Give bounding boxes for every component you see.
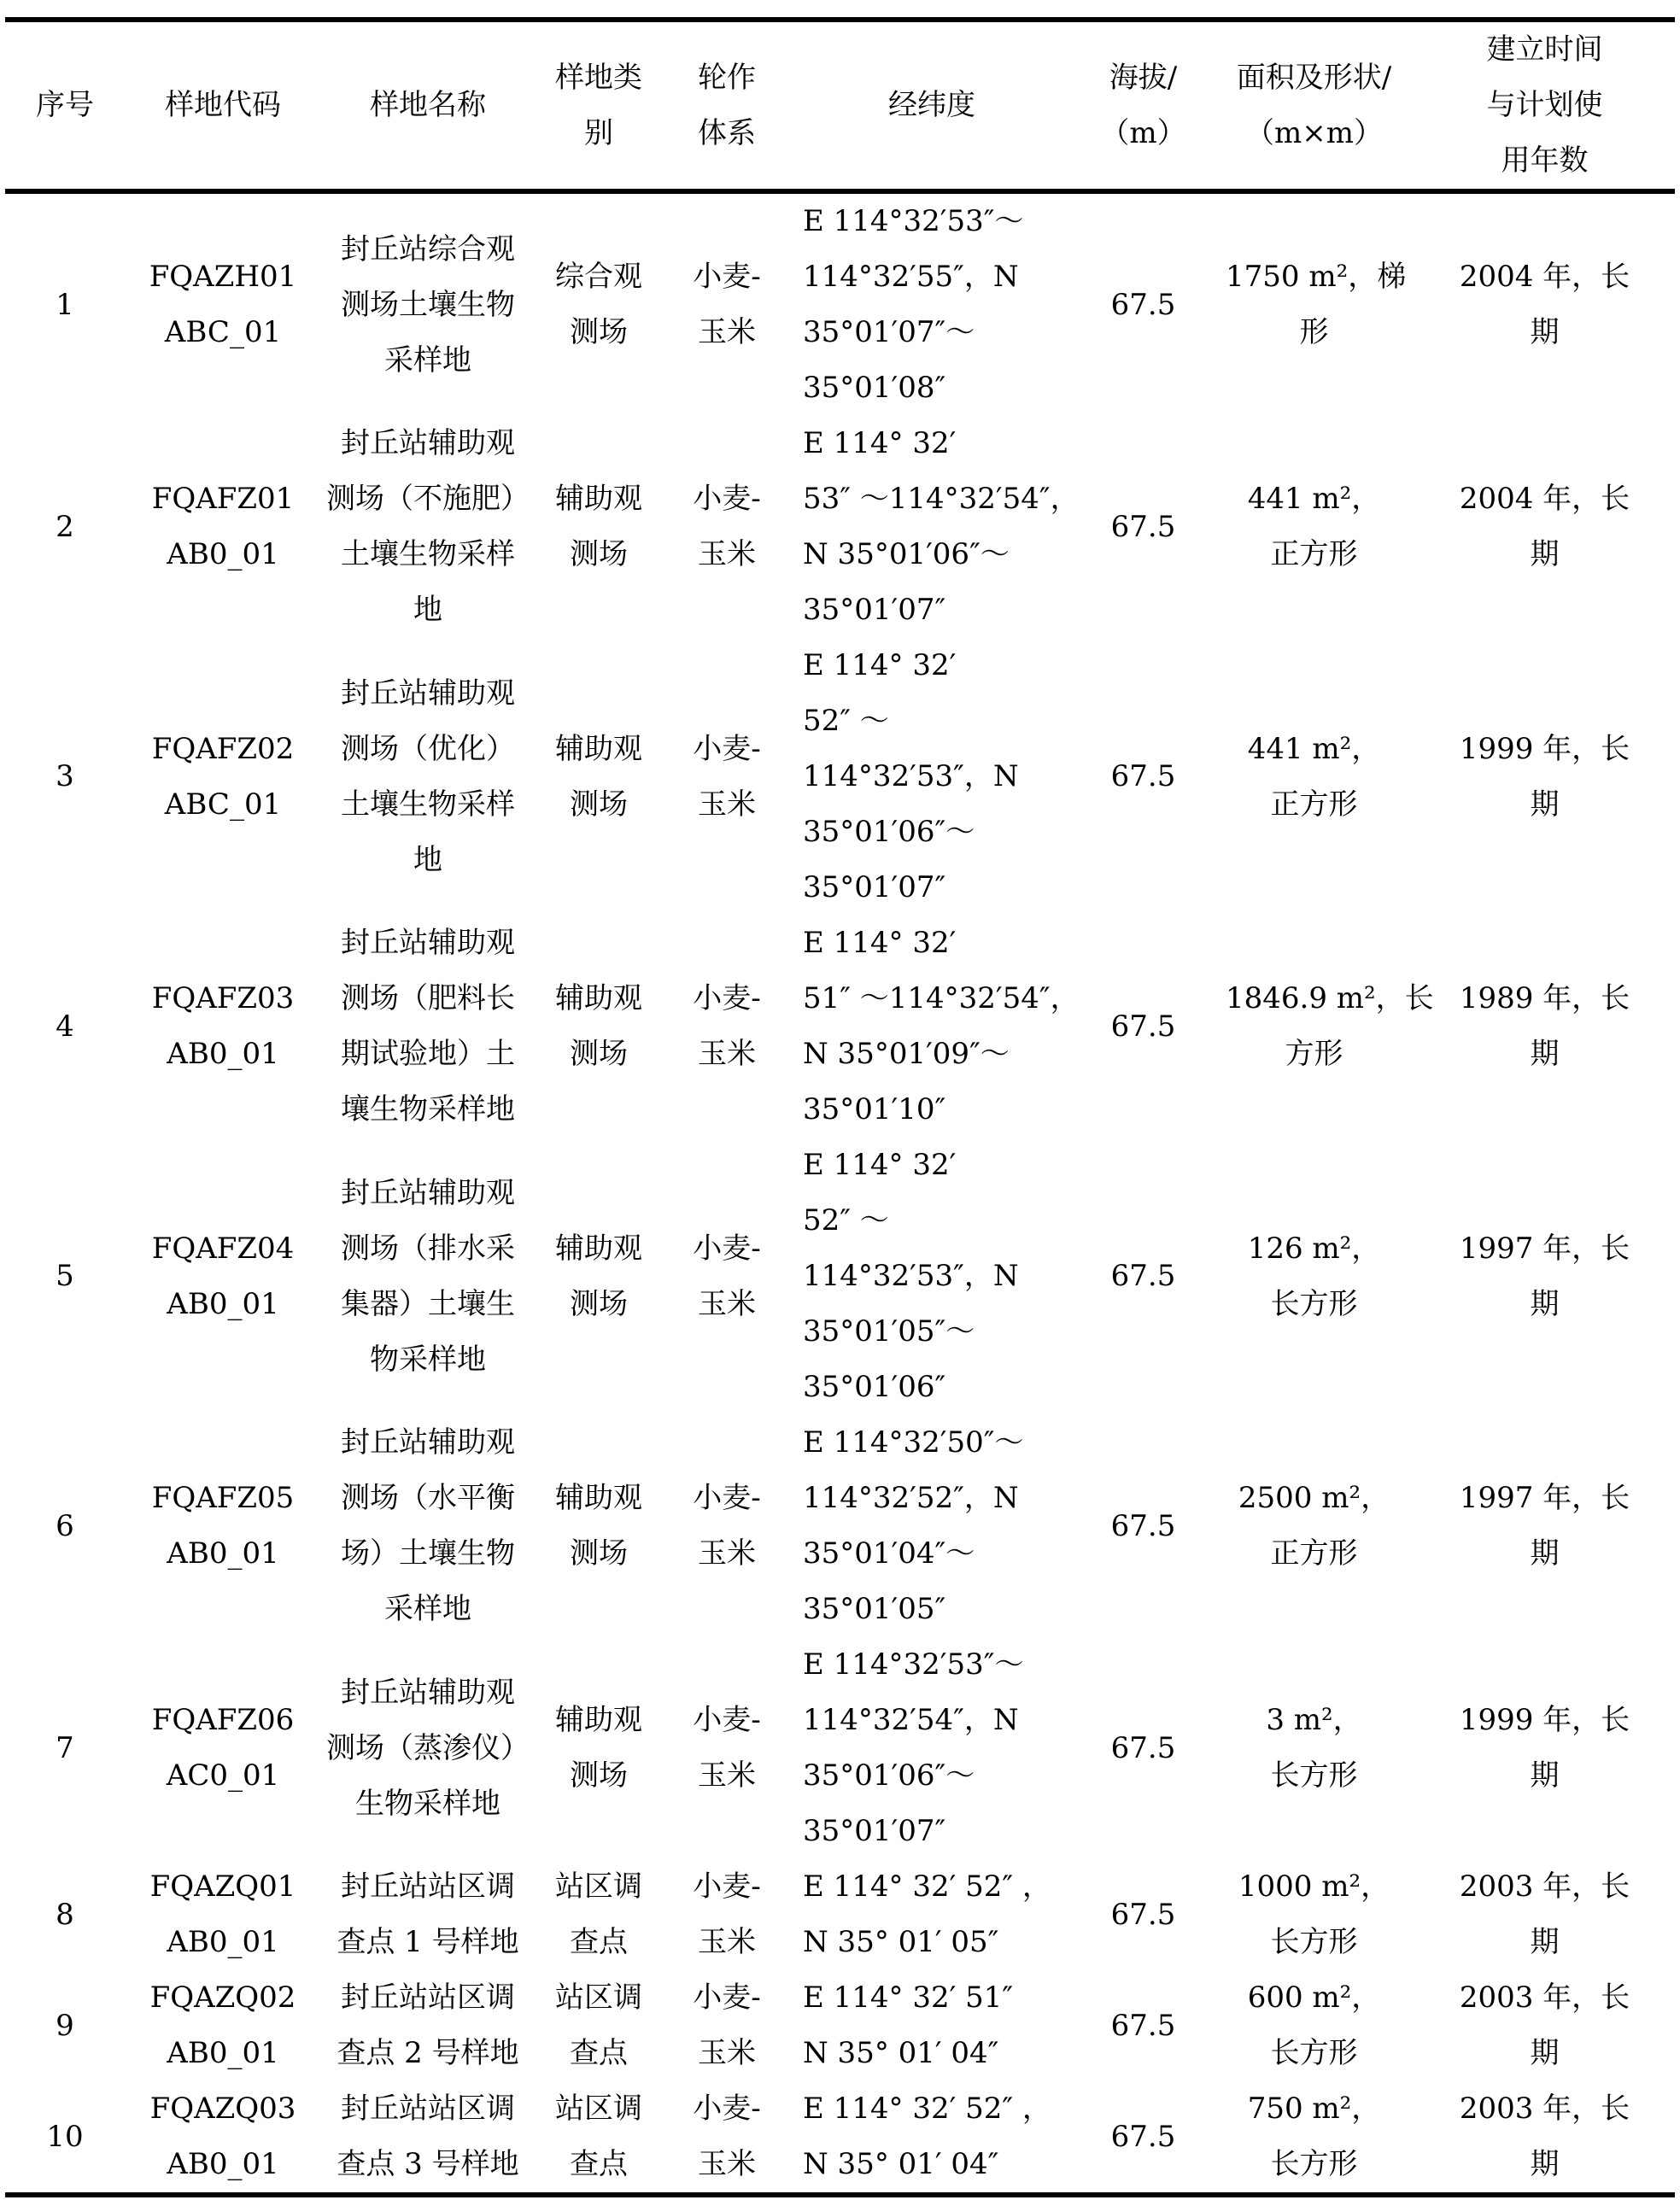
cell-text-line: 查点 — [570, 1925, 628, 1959]
cell-text-line: 114°32′52″，N — [803, 1481, 1019, 1515]
cell-text-line: 114°32′55″，N — [803, 260, 1019, 294]
cell-coordinates — [791, 2081, 1073, 2195]
cell-rotation — [663, 916, 791, 1138]
cell-text-line: 期 — [1530, 537, 1560, 571]
cell-area-shape — [1214, 638, 1414, 916]
cell-text-line: N 35° 01′ 04″ — [803, 2147, 999, 2181]
cell-text-line: 35°01′07″～ — [803, 315, 975, 349]
cell-text-line: E 114° 32′ 52″ ， — [803, 1869, 1051, 1904]
cell-plot-code — [125, 191, 321, 416]
cell-text-line: 玉米 — [698, 787, 756, 822]
cell-plot-code — [125, 2081, 321, 2195]
cell-coordinates — [791, 416, 1080, 638]
cell-text-line: 测场 — [570, 315, 628, 349]
cell-text-line: 1997 年，长 — [1459, 1481, 1630, 1515]
cell-area-shape — [1214, 416, 1414, 638]
cell-no: 6 — [56, 1508, 74, 1543]
cell-text-line: 小麦- — [693, 731, 761, 766]
cell-text-line: 期 — [1530, 2147, 1560, 2181]
cell-text-line: 2004 年，长 — [1459, 482, 1630, 516]
cell-text-line: N 35°01′06″～ — [803, 537, 1010, 571]
cell-establish-time — [1414, 416, 1675, 638]
header-establish-time: 建立时间 与计划使 用年数 — [1414, 20, 1675, 191]
cell-plot-type — [535, 1637, 663, 1859]
cell-text-line: 35°01′06″～ — [803, 1758, 975, 1793]
cell-text-line: FQAFZ03 — [151, 981, 295, 1015]
cell-text-line: 小麦- — [693, 1231, 761, 1266]
cell-text-line: 封丘站综合观 — [341, 231, 515, 266]
cell-text-line: 玉米 — [698, 1037, 756, 1071]
cell-text-line: 1000 m²， — [1238, 1869, 1390, 1904]
cell-text-line: 1750 m²，梯 — [1226, 260, 1407, 294]
cell-text-line: 集器）土壤生 — [341, 1286, 515, 1321]
cell-plot-type — [535, 1859, 663, 1970]
cell-text-line: 测场 — [570, 1286, 628, 1321]
cell-plot-code — [125, 416, 321, 638]
cell-text-line: FQAFZ06 — [151, 1703, 295, 1737]
cell-text-line: 封丘站辅助观 — [341, 426, 515, 460]
cell-plot-name — [321, 1415, 535, 1637]
cell-establish-time — [1414, 2081, 1675, 2195]
cell-text-line: 35°01′06″～ — [803, 815, 975, 849]
cell-establish-time — [1414, 1637, 1675, 1859]
cell-text-line: 辅助观 — [555, 731, 642, 766]
cell-text-line: 辅助观 — [555, 1231, 642, 1266]
cell-text-line: 小麦- — [693, 482, 761, 516]
cell-text-line: 测场（水平衡 — [341, 1481, 515, 1515]
cell-text-line: 小麦- — [693, 1703, 761, 1737]
cell-text-line: 441 m²， — [1247, 482, 1381, 516]
cell-text-line: 长方形 — [1270, 1286, 1358, 1321]
cell-plot-name — [321, 1859, 535, 1970]
cell-text-line: AB0_01 — [167, 2147, 279, 2181]
cell-plot-code — [125, 1970, 321, 2081]
cell-area-shape — [1214, 191, 1414, 416]
table-row — [5, 1637, 1675, 1859]
cell-text-line: 物采样地 — [370, 1342, 486, 1377]
header-coordinates: 经纬度 — [791, 20, 1073, 191]
cell-text-line: 期 — [1530, 1037, 1560, 1071]
cell-text-line: 玉米 — [698, 2036, 756, 2070]
cell-text-line: 综合观 — [555, 260, 642, 294]
cell-text-line: 测场 — [570, 1037, 628, 1071]
cell-plot-code — [125, 638, 321, 916]
cell-text-line: 采样地 — [384, 1592, 471, 1626]
cell-text-line: ABC_01 — [164, 787, 282, 822]
cell-text-line: 小麦- — [693, 1481, 761, 1515]
cell-text-line: E 114° 32′ — [803, 926, 957, 960]
cell-text-line: 测场（肥料长 — [341, 981, 515, 1015]
cell-text-line: 壤生物采样地 — [341, 1092, 515, 1126]
cell-coordinates — [791, 1859, 1073, 1970]
cell-altitude: 67.5 — [1110, 509, 1176, 544]
cell-coordinates — [791, 916, 1080, 1138]
cell-altitude: 67.5 — [1110, 1730, 1176, 1765]
cell-plot-type — [535, 1970, 663, 2081]
cell-text-line: 测场土壤生物 — [341, 287, 515, 322]
cell-text-line: 正方形 — [1270, 1536, 1358, 1571]
cell-altitude: 67.5 — [1110, 1009, 1176, 1044]
table-row — [5, 1859, 1675, 1970]
table-row — [5, 1138, 1675, 1415]
cell-rotation — [663, 1415, 791, 1637]
cell-text-line: E 114° 32′ — [803, 648, 957, 682]
header-plot-type: 样地类 别 — [535, 20, 663, 191]
cell-no: 2 — [56, 509, 74, 544]
cell-text-line: E 114°32′53″～ — [803, 204, 1024, 238]
cell-text-line: 35°01′07″ — [803, 593, 946, 627]
cell-plot-code — [125, 1859, 321, 1970]
cell-text-line: 测场（不施肥） — [326, 482, 530, 516]
cell-text-line: 辅助观 — [555, 1703, 642, 1737]
cell-text-line: 封丘站站区调 — [341, 1981, 515, 2015]
cell-no: 10 — [5, 2081, 125, 2195]
cell-area-shape — [1214, 1637, 1414, 1859]
cell-text-line: 114°32′53″，N — [803, 1259, 1019, 1293]
cell-rotation — [663, 1138, 791, 1415]
cell-text-line: 正方形 — [1270, 787, 1358, 822]
cell-text-line: 1999 年，长 — [1459, 731, 1630, 766]
cell-text-line: 1846.9 m²，长 — [1226, 981, 1434, 1015]
cell-text-line: AB0_01 — [167, 537, 279, 571]
cell-coordinates — [791, 191, 1073, 416]
cell-rotation — [663, 638, 791, 916]
cell-text-line: 查点 2 号样地 — [337, 2036, 519, 2070]
cell-plot-type — [535, 191, 663, 416]
cell-text-line: 土壤生物采样 — [341, 537, 515, 571]
cell-text-line: 长方形 — [1270, 2147, 1358, 2181]
cell-text-line: 封丘站辅助观 — [341, 926, 515, 960]
cell-text-line: AB0_01 — [167, 2036, 279, 2070]
cell-no: 8 — [56, 1897, 74, 1932]
cell-rotation — [663, 1859, 791, 1970]
cell-rotation — [663, 416, 791, 638]
cell-rotation — [663, 1970, 791, 2081]
cell-text-line: 期 — [1530, 1286, 1560, 1321]
cell-text-line: 地 — [413, 842, 442, 877]
cell-plot-name — [321, 191, 535, 416]
cell-text-line: 小麦- — [693, 981, 761, 1015]
cell-text-line: 玉米 — [698, 1286, 756, 1321]
cell-text-line: FQAFZ05 — [151, 1481, 295, 1515]
cell-text-line: 1999 年，长 — [1459, 1703, 1630, 1737]
header-rotation: 轮作 体系 — [663, 20, 791, 191]
cell-text-line: 35°01′05″ — [803, 1592, 946, 1626]
table-row — [5, 1970, 1675, 2081]
cell-text-line: 52″ ～ — [803, 1203, 889, 1238]
cell-text-line: 封丘站辅助观 — [341, 1425, 515, 1460]
cell-coordinates — [791, 1637, 1073, 1859]
cell-area-shape — [1214, 1970, 1414, 2081]
cell-plot-type — [535, 638, 663, 916]
table-row — [5, 416, 1675, 638]
cell-altitude: 67.5 — [1110, 287, 1176, 322]
cell-altitude: 67.5 — [1110, 1508, 1176, 1543]
table-row — [5, 191, 1675, 416]
cell-text-line: 地 — [413, 593, 442, 627]
cell-text-line: 期 — [1530, 1758, 1560, 1793]
cell-text-line: ABC_01 — [164, 315, 282, 349]
cell-text-line: E 114° 32′ — [803, 426, 957, 460]
cell-plot-type — [535, 1415, 663, 1637]
cell-plot-type — [535, 2081, 663, 2195]
cell-area-shape — [1214, 1138, 1414, 1415]
cell-area-shape — [1214, 1859, 1414, 1970]
cell-text-line: 采样地 — [384, 342, 471, 377]
cell-establish-time — [1414, 638, 1675, 916]
cell-text-line: 600 m²， — [1247, 1981, 1381, 2015]
cell-establish-time — [1414, 1138, 1675, 1415]
cell-text-line: AB0_01 — [167, 1925, 279, 1959]
cell-text-line: 查点 — [570, 2147, 628, 2181]
cell-text-line: 35°01′04″～ — [803, 1536, 975, 1571]
cell-text-line: 35°01′08″ — [803, 371, 946, 405]
cell-plot-type — [535, 416, 663, 638]
cell-rotation — [663, 2081, 791, 2195]
table-row — [5, 638, 1675, 916]
cell-text-line: 35°01′10″ — [803, 1092, 946, 1126]
cell-text-line: 辅助观 — [555, 482, 642, 516]
cell-no: 7 — [56, 1730, 74, 1765]
cell-text-line: AB0_01 — [167, 1286, 279, 1321]
cell-no: 5 — [56, 1259, 74, 1293]
cell-text-line: 查点 1 号样地 — [337, 1925, 519, 1959]
cell-altitude: 67.5 — [1110, 1259, 1176, 1293]
cell-text-line: 750 m²， — [1247, 2092, 1381, 2126]
cell-text-line: 封丘站站区调 — [341, 2092, 515, 2126]
cell-text-line: FQAFZ02 — [151, 731, 295, 766]
header-plot-name: 样地名称 — [321, 20, 535, 191]
cell-no: 1 — [56, 287, 74, 322]
cell-text-line: 封丘站辅助观 — [341, 676, 515, 711]
cell-establish-time — [1414, 191, 1675, 416]
cell-text-line: 封丘站辅助观 — [341, 1175, 515, 1210]
cell-plot-name — [321, 1637, 535, 1859]
cell-plot-type — [535, 916, 663, 1138]
cell-text-line: 期 — [1530, 787, 1560, 822]
cell-rotation — [663, 1637, 791, 1859]
cell-text-line: 场）土壤生物 — [341, 1536, 515, 1571]
cell-text-line: 114°32′54″，N — [803, 1703, 1019, 1737]
cell-text-line: 小麦- — [693, 1869, 761, 1904]
cell-plot-code — [125, 1637, 321, 1859]
cell-text-line: E 114°32′53″～ — [803, 1647, 1024, 1682]
header-altitude: 海拔/ （m） — [1073, 20, 1214, 191]
cell-text-line: N 35° 01′ 05″ — [803, 1925, 999, 1959]
cell-text-line: 站区调 — [555, 1869, 642, 1904]
table-body — [5, 191, 1675, 2195]
cell-altitude: 67.5 — [1110, 2008, 1176, 2043]
cell-text-line: 测场（排水采 — [341, 1231, 515, 1266]
header-row — [5, 20, 1675, 191]
cell-text-line: 测场 — [570, 1758, 628, 1793]
header-no: 序号 — [5, 20, 125, 191]
cell-coordinates — [791, 1970, 1073, 2081]
cell-text-line: 方形 — [1285, 1037, 1343, 1071]
cell-text-line: AB0_01 — [167, 1037, 279, 1071]
cell-plot-name — [321, 916, 535, 1138]
cell-plot-name — [321, 638, 535, 916]
cell-text-line: 玉米 — [698, 315, 756, 349]
cell-plot-code — [125, 1415, 321, 1637]
cell-text-line: 1989 年，长 — [1459, 981, 1630, 1015]
cell-text-line: 玉米 — [698, 1758, 756, 1793]
header-area-shape: 面积及形状/ （m×m） — [1214, 20, 1414, 191]
cell-text-line: 441 m²， — [1247, 731, 1381, 766]
cell-establish-time — [1414, 1970, 1675, 2081]
cell-text-line: 35°01′05″～ — [803, 1314, 975, 1349]
cell-text-line: 35°01′06″ — [803, 1370, 946, 1404]
cell-text-line: 期 — [1530, 315, 1560, 349]
cell-text-line: 2500 m²， — [1238, 1481, 1390, 1515]
cell-text-line: N 35° 01′ 04″ — [803, 2036, 999, 2070]
cell-text-line: 土壤生物采样 — [341, 787, 515, 822]
cell-plot-code — [125, 916, 321, 1138]
cell-text-line: 测场 — [570, 537, 628, 571]
cell-text-line: 测场（蒸渗仪） — [326, 1730, 530, 1765]
cell-text-line: 53″ ～114°32′54″， — [803, 482, 1080, 516]
cell-coordinates — [791, 1138, 1073, 1415]
cell-altitude: 67.5 — [1110, 1897, 1176, 1932]
cell-text-line: FQAZQ01 — [149, 1869, 296, 1904]
cell-plot-type — [535, 1138, 663, 1415]
cell-text-line: 查点 — [570, 2036, 628, 2070]
cell-text-line: FQAZH01 — [149, 260, 297, 294]
cell-text-line: 测场 — [570, 787, 628, 822]
cell-text-line: 玉米 — [698, 1925, 756, 1959]
cell-text-line: 1997 年，长 — [1459, 1231, 1630, 1266]
cell-coordinates — [791, 1415, 1073, 1637]
table-row — [5, 1415, 1675, 1637]
cell-text-line: 站区调 — [555, 1981, 642, 2015]
cell-plot-name — [321, 2081, 535, 2195]
cell-text-line: 测场 — [570, 1536, 628, 1571]
cell-no: 9 — [56, 2008, 74, 2043]
cell-text-line: 长方形 — [1270, 1758, 1358, 1793]
cell-text-line: 封丘站辅助观 — [341, 1675, 515, 1710]
cell-text-line: FQAZQ02 — [149, 1981, 296, 2015]
cell-text-line: 测场（优化） — [341, 731, 515, 766]
cell-text-line: 封丘站站区调 — [341, 1869, 515, 1904]
cell-text-line: 辅助观 — [555, 1481, 642, 1515]
cell-text-line: 小麦- — [693, 1981, 761, 2015]
cell-altitude: 67.5 — [1073, 2081, 1214, 2195]
cell-text-line: 玉米 — [698, 1536, 756, 1571]
cell-text-line: E 114°32′50″～ — [803, 1425, 1024, 1460]
sample-plot-table — [5, 17, 1675, 2197]
cell-text-line: 辅助观 — [555, 981, 642, 1015]
cell-text-line: E 114° 32′ — [803, 1148, 957, 1182]
cell-establish-time — [1414, 1415, 1675, 1637]
cell-text-line: 2003 年，长 — [1459, 1981, 1630, 2015]
cell-text-line: 52″ ～ — [803, 704, 889, 738]
cell-area-shape — [1214, 916, 1434, 1138]
cell-text-line: FQAFZ01 — [151, 482, 295, 516]
cell-text-line: AB0_01 — [167, 1536, 279, 1571]
cell-text-line: 玉米 — [698, 537, 756, 571]
cell-area-shape — [1214, 1415, 1414, 1637]
table-row — [5, 2081, 1675, 2195]
cell-no: 3 — [56, 759, 74, 793]
cell-rotation — [663, 191, 791, 416]
cell-text-line: 形 — [1299, 315, 1329, 349]
cell-text-line: N 35°01′09″～ — [803, 1037, 1010, 1071]
cell-text-line: 2004 年，长 — [1459, 260, 1630, 294]
cell-text-line: 2003 年，长 — [1459, 2092, 1630, 2126]
cell-area-shape — [1214, 2081, 1414, 2195]
cell-establish-time — [1414, 916, 1675, 1138]
cell-altitude: 67.5 — [1110, 759, 1176, 793]
cell-text-line: 期 — [1530, 1536, 1560, 1571]
table-row — [5, 916, 1675, 1138]
cell-text-line: 站区调 — [555, 2092, 642, 2126]
cell-text-line: 正方形 — [1270, 537, 1358, 571]
cell-text-line: 2003 年，长 — [1459, 1869, 1630, 1904]
cell-text-line: 35°01′07″ — [803, 870, 946, 904]
cell-text-line: 126 m²， — [1247, 1231, 1381, 1266]
cell-text-line: 生物采样地 — [355, 1786, 500, 1821]
cell-text-line: 期 — [1530, 1925, 1560, 1959]
cell-establish-time — [1414, 1859, 1675, 1970]
cell-coordinates — [791, 638, 1073, 916]
cell-text-line: 期试验地）土 — [341, 1037, 515, 1071]
cell-text-line: FQAZQ03 — [149, 2092, 296, 2126]
cell-plot-name — [321, 1970, 535, 2081]
cell-text-line: 期 — [1530, 2036, 1560, 2070]
cell-text-line: 小麦- — [693, 260, 761, 294]
cell-text-line: 长方形 — [1270, 1925, 1358, 1959]
cell-text-line: 35°01′07″ — [803, 1814, 946, 1848]
cell-plot-name — [321, 416, 535, 638]
cell-no: 4 — [56, 1009, 74, 1044]
cell-text-line: 114°32′53″，N — [803, 759, 1019, 793]
cell-text-line: FQAFZ04 — [151, 1231, 295, 1266]
cell-text-line: 3 m²， — [1266, 1703, 1362, 1737]
cell-text-line: 51″ ～114°32′54″， — [803, 981, 1080, 1015]
cell-plot-name — [321, 1138, 535, 1415]
cell-text-line: 长方形 — [1270, 2036, 1358, 2070]
cell-text-line: 查点 3 号样地 — [337, 2147, 519, 2181]
cell-plot-code — [125, 1138, 321, 1415]
cell-text-line: E 114° 32′ 51″ — [803, 1981, 1014, 2015]
cell-text-line: AC0_01 — [166, 1758, 280, 1793]
header-plot-code: 样地代码 — [125, 20, 321, 191]
cell-text-line: 小麦- — [693, 2092, 761, 2126]
cell-text-line: 玉米 — [698, 2147, 756, 2181]
cell-text-line: E 114° 32′ 52″ ， — [803, 2092, 1051, 2126]
